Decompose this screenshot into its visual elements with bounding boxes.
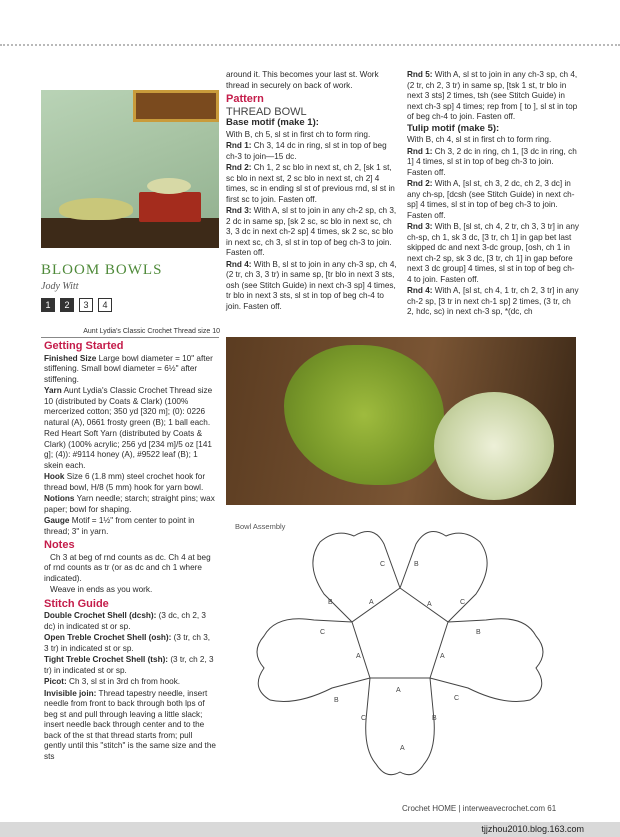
- letter-a-2: A: [427, 601, 432, 608]
- skill-level-4: 4: [98, 298, 112, 312]
- base-rnd-1: Rnd 1: Ch 3, 14 dc in ring, sl st in top of beg ch-3 to join—15 dc.: [226, 141, 387, 161]
- author-name: Jody Witt: [41, 281, 79, 292]
- tulip-rnd-4: Rnd 4: With A, [sl st, ch 4, 1 tr, ch 2, 3 tr] in any ch-2 sp, [3 tr in next ch-1 sp] 2 times, (3 tr, ch 2, hdc, sc) in next ch-3 sp, *(dc, ch: [407, 286, 579, 316]
- letter-c-1: C: [380, 561, 386, 568]
- stitch-osh: Open Treble Crochet Shell (osh): (3 tr, ch 3, 3 tr) in indicated st or sp.: [44, 633, 211, 653]
- bowl-small: [147, 178, 191, 194]
- tulip-top-right: [400, 532, 487, 623]
- thread-note: Aunt Lydia's Classic Crochet Thread size 10: [83, 328, 220, 335]
- stitch-dcsh: Double Crochet Shell (dcsh): (3 dc, ch 2, 3 dc) in indicated st or sp.: [44, 611, 206, 631]
- base-motif-heading: Base motif (make 1):: [226, 117, 319, 128]
- notes-1: Ch 3 at beg of rnd counts as dc. Ch 4 at beg of rnd counts as tr (or as dc and ch 1 where indicated).: [44, 552, 211, 583]
- center-pentagon: [352, 588, 448, 678]
- continuation-text: around it. This becomes your last st. Work thread in securely on back of work.: [226, 70, 379, 90]
- gauge: Gauge Motif = 1½" from center to point in thread; 3" in yarn.: [44, 516, 195, 536]
- tulip-rnd-1: Rnd 1: Ch 3, 2 dc in ring, ch 1, [3 dc in ring, ch 1] 4 times, sl st in top of beg ch-3 to join. Fasten off.: [407, 146, 577, 177]
- watermark-bar: [0, 822, 620, 837]
- bowl-large: [59, 198, 133, 220]
- base-intro: With B, ch 5, sl st in first ch to form ring.: [226, 129, 371, 139]
- stitch-guide-heading: Stitch Guide: [44, 597, 109, 610]
- tulip-rnd-2: Rnd 2: With A, [sl st, ch 3, 2 dc, ch 2, 3 dc] in any ch-sp, [dcsh (see Stitch Guide) in next ch-sp] 4 times, sl st in top of beg ch-3 to join. Fasten off.: [407, 179, 575, 220]
- base-rnd-3: Rnd 3: With A, sl st to join in any ch-2 sp, ch 3, 2 dc in same sp, [sk 2 sc, sc blo in next sc, ch 3, 3 dc in next ch-2 sp] 4 times, sk 2 sc, sc blo in next sc, ch 3, sl st in top of beg ch-3 to join. Fasten off.: [226, 206, 397, 257]
- green-bowl: [284, 345, 444, 485]
- letter-a-4: A: [356, 653, 361, 660]
- letter-c-3: C: [320, 629, 326, 636]
- watermark-text: tjjzhou2010.blog.163.com: [481, 824, 584, 834]
- thread-bowl-heading: THREAD BOWL: [226, 105, 307, 118]
- finished-size: Finished Size Large bowl diameter = 10" after stiffening. Small bowl diameter = 6½" after stiffening.: [44, 353, 213, 384]
- notes-heading: Notes: [44, 539, 75, 551]
- skill-level: [41, 298, 112, 312]
- skill-level-1: 1: [41, 298, 55, 312]
- tulip-left: [257, 619, 370, 702]
- middle-column: [226, 70, 398, 313]
- diagram-label: Bowl Assembly: [235, 522, 286, 531]
- base-rnd-5: Rnd 5: With A, sl st to join in any ch-3 sp, ch 4, (2 tr, ch 2, 3 tr) in same sp, [tsk 1 st, tr blo in next 3 sts] 2 times, tsh (see Stitch Guide) in next ch-3 sp] 4 times; rep from [ to ], sl st in top of beg ch-4 to join. Fasten off.: [407, 70, 578, 121]
- letter-a-5: A: [396, 687, 401, 694]
- stitch-tsh: Tight Treble Crochet Shell (tsh): (3 tr, ch 2, 3 tr) in indicated st or sp.: [44, 655, 214, 675]
- notions: Notions Yarn needle; starch; straight pins; wax paper; bowl for shaping.: [44, 494, 215, 514]
- stitch-invisible-join: Invisible join: Thread tapestry needle, insert needle from front to back through both lps of beg st and pull through leaving a little slack; insert needle back through center and to the back of the st that thread starts from; pull gently until this "stitch" is the same size and the sts: [44, 688, 216, 761]
- skill-level-2: 2: [60, 298, 74, 312]
- bowl-assembly-diagram: [224, 524, 576, 786]
- letter-a-6: A: [400, 745, 405, 752]
- base-rnd-2: Rnd 2: Ch 1, 2 sc blo in next st, ch 2, [sk 1 st, sc blo in next st, 2 sc blo in next st, ch 2] 4 times, sc in ending sl st of previous rnd, sl st in first sc to join. Fasten off.: [226, 163, 395, 204]
- right-column: [407, 70, 579, 319]
- base-rnd-4: Rnd 4: With B, sl st to join in any ch-3 sp, ch 4, (2 tr, ch 3, 3 tr) in same sp, [tr blo in next 3 sts, osh (see Stitch Guide) in next ch-3 sp] 4 times, tr blo in next 3 sts, sl st in top of beg ch-4 to join. Fasten off.: [226, 259, 397, 311]
- pattern-title: BLOOM BOWLS: [41, 262, 163, 278]
- table-surface: [41, 218, 219, 248]
- letter-a-3: A: [440, 653, 445, 660]
- tulip-top-left: [313, 532, 400, 623]
- red-box: [139, 192, 201, 222]
- white-bowl: [434, 392, 554, 500]
- tulip-motif-heading: Tulip motif (make 5):: [407, 122, 500, 134]
- left-column: [44, 338, 216, 763]
- pattern-heading: Pattern: [226, 93, 264, 105]
- letter-b-4: B: [334, 697, 339, 704]
- letter-b-1: B: [414, 561, 419, 568]
- top-divider: [0, 44, 620, 46]
- letter-a-1: A: [369, 599, 374, 606]
- letter-c-5: C: [361, 715, 367, 722]
- letter-c-2: C: [460, 599, 466, 606]
- skill-level-3: 3: [79, 298, 93, 312]
- yarn: Yarn Aunt Lydia's Classic Crochet Thread size 10 (distributed by Coats & Clark) (100% mercerized cotton; 350 yd [320 m]; (0): 0226 natural (A), 0661 frosty green (B); 1 ball each.: [44, 386, 213, 427]
- bowls-photo: [41, 90, 219, 248]
- letter-b-5: B: [432, 715, 437, 722]
- letter-b-3: B: [476, 629, 481, 636]
- picture-frame: [133, 90, 219, 122]
- getting-started-heading: Getting Started: [44, 340, 124, 352]
- page-footer: Crochet HOME | interweavecrochet.com 61: [402, 804, 557, 813]
- yarn-2: Red Heart Soft Yarn (distributed by Coats & Clark) (100% acrylic; 256 yd [234 m]/5 oz [141 g]; (4)): #9114 honey (A), #9522 leaf (B); 1 skein each.: [44, 429, 212, 470]
- letter-c-4: C: [454, 695, 460, 702]
- bowls-closeup-photo: [226, 337, 576, 505]
- letter-b-2: B: [328, 599, 333, 606]
- hook: Hook Size 6 (1.8 mm) steel crochet hook for thread bowl, H/8 (5 mm) hook for yarn bowl.: [44, 472, 206, 492]
- tulip-right: [430, 619, 543, 702]
- stitch-picot: Picot: Ch 3, sl st in 3rd ch from hook.: [44, 677, 181, 686]
- tulip-rnd-3: Rnd 3: With B, [sl st, ch 4, 2 tr, ch 3, 3 tr] in any ch-sp, ch 1, sk 3 dc, [3 tr, ch 1] in gap bet last skipped dc and next 3-dc group, [osh, ch 1 in next ch-2 sp, sk 3 dc, [3 tr, ch 1] in gap before next 3 dc group] 4 times, sl st in top of beg ch-4 to join. Fasten off.: [407, 222, 580, 284]
- notes-2: Weave in ends as you work.: [50, 585, 153, 594]
- tulip-intro: With B, ch 4, sl st in first ch to form ring.: [407, 135, 552, 144]
